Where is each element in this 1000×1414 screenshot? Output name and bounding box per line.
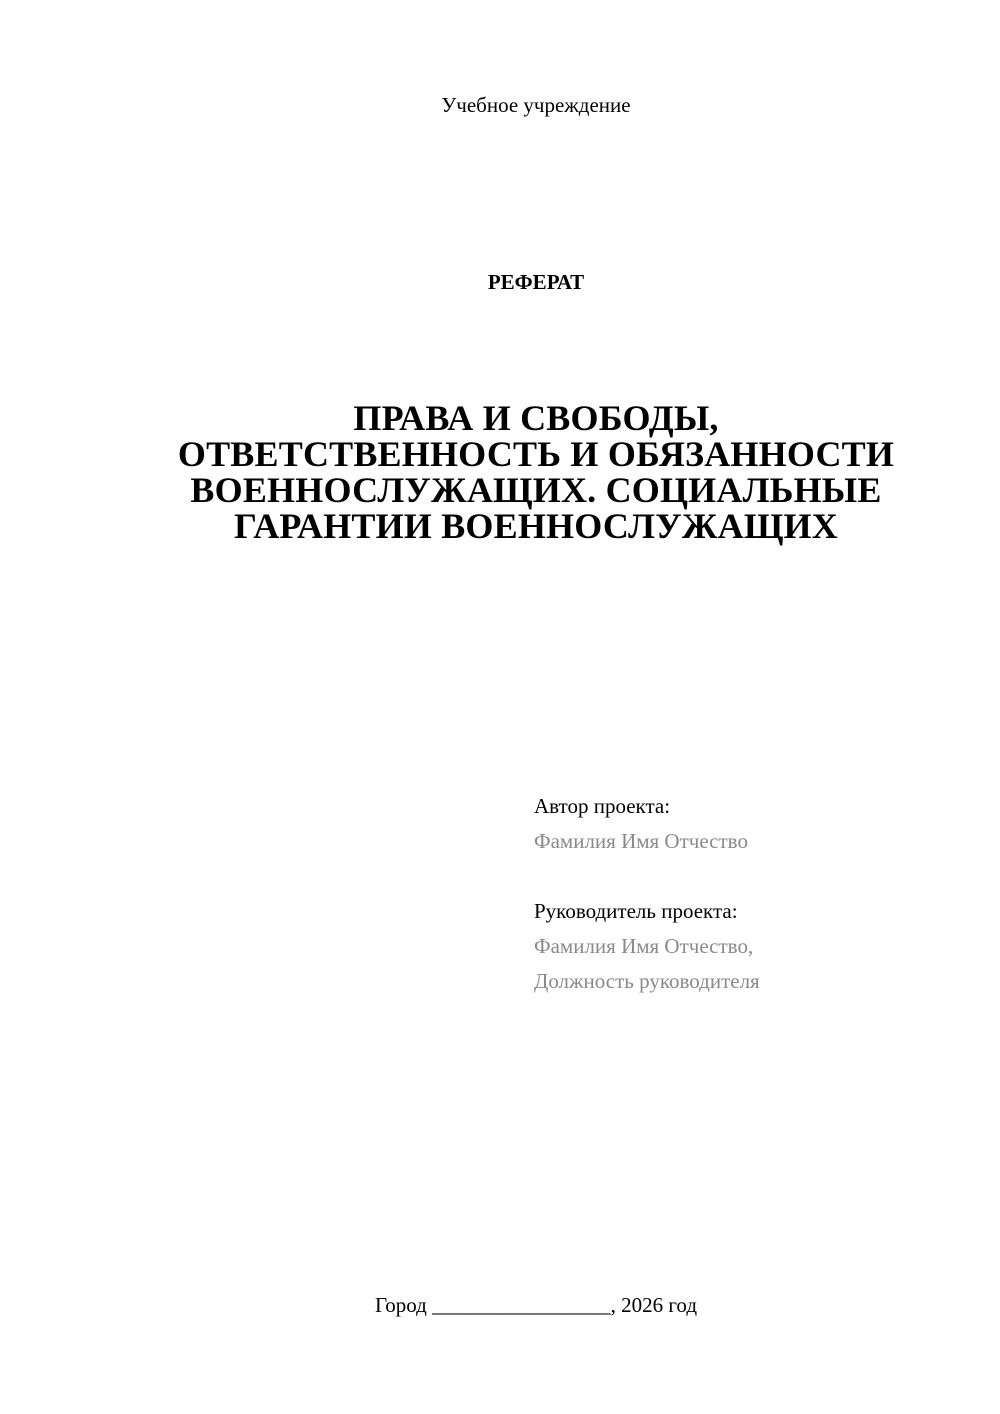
title-line: ОТВЕТСТВЕННОСТЬ И ОБЯЗАННОСТИ: [177, 434, 895, 474]
city-year-line: Город _________________, 2026 год: [374, 1293, 698, 1317]
supervisor-name: Фамилия Имя Отчество,: [534, 934, 754, 958]
author-label: Автор проекта:: [534, 794, 671, 818]
institution-name: Учебное учреждение: [441, 93, 631, 117]
title-line: ГАРАНТИИ ВОЕННОСЛУЖАЩИХ: [234, 506, 838, 546]
supervisor-position: Должность руководителя: [534, 969, 760, 993]
document-title: [120, 400, 952, 544]
document-type: РЕФЕРАТ: [487, 270, 585, 294]
credits-spacer: [534, 859, 974, 894]
title-line: ПРАВА И СВОБОДЫ,: [353, 398, 719, 438]
author-name: Фамилия Имя Отчество: [534, 829, 748, 853]
supervisor-label: Руководитель проекта:: [534, 899, 738, 923]
title-line: ВОЕННОСЛУЖАЩИХ. СОЦИАЛЬНЫЕ: [190, 470, 882, 510]
credits-block: [534, 789, 974, 999]
